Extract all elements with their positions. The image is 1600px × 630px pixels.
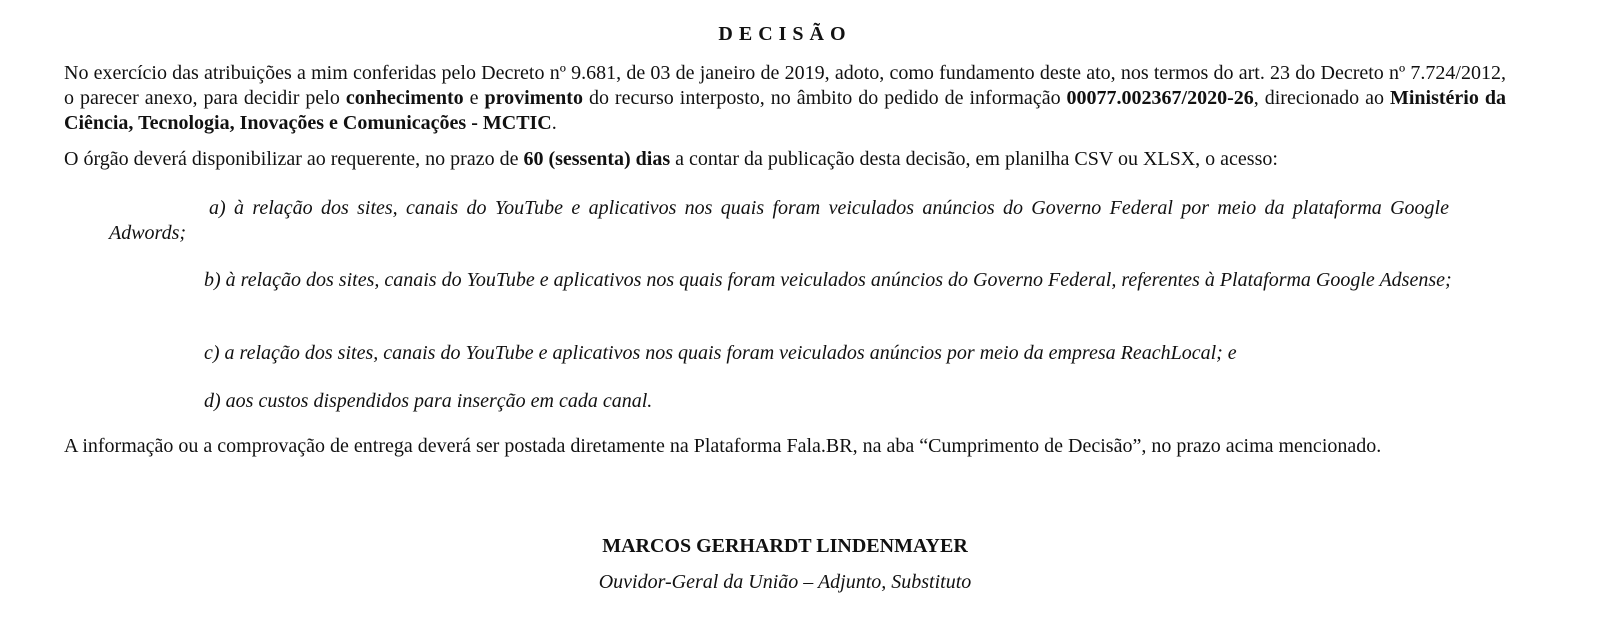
decision-paragraph xyxy=(64,61,1506,136)
bold-term-provimento: provimento xyxy=(484,87,583,109)
bold-term-conhecimento: conhecimento xyxy=(345,87,464,109)
deadline-paragraph xyxy=(64,147,1506,172)
ministry-name: Ministério da Ciência, Tecnologia, Inovações e Comunicações - MCTIC xyxy=(64,87,1506,134)
paragraph-text: do recurso interposto, no âmbito do pedido de informação xyxy=(582,87,1067,109)
paragraph-text: No exercício das atribuições a mim conferidas pelo Decreto nº 9.681, de 03 de janeiro de 2019, adoto, como fundamento deste ato, nos termos do art. 23 do Decreto nº 7.724/2012, o parecer anexo, para decidir pelo xyxy=(64,62,1506,109)
paragraph-text: O órgão deverá disponibilizar ao requerente, no prazo de xyxy=(64,148,524,170)
signatory-role: Ouvidor-Geral da União – Adjunto, Substituto xyxy=(598,571,972,593)
deadline-term: 60 (sessenta) dias xyxy=(523,148,671,170)
paragraph-text: a contar da publicação desta decisão, em planilha CSV ou XLSX, o acesso: xyxy=(670,148,1278,170)
paragraph-text: , direcionado ao xyxy=(1253,87,1390,109)
decision-document xyxy=(64,0,1506,630)
list-item-c: c) a relação dos sites, canais do YouTube e aplicativos nos quais foram veiculados anúncios por meio da empresa ReachLocal; e xyxy=(204,342,1237,364)
list-item-b: b) à relação dos sites, canais do YouTube e aplicativos nos quais foram veiculados anúncios do Governo Federal, referentes à Plataforma Google Adsense; xyxy=(204,269,1452,291)
paragraph-text: . xyxy=(551,112,557,134)
submission-paragraph: A informação ou a comprovação de entrega deverá ser postada diretamente na Plataforma Fala.BR, na aba “Cumprimento de Decisão”, no prazo acima mencionado. xyxy=(64,435,1382,457)
list-item-d: d) aos custos dispendidos para inserção em cada canal. xyxy=(204,390,653,412)
list-item-a: a) à relação dos sites, canais do YouTube e aplicativos nos quais foram veiculados anúncios do Governo Federal por meio da plataforma Google Adwords; xyxy=(109,197,1449,244)
signatory-name: MARCOS GERHARDT LINDENMAYER xyxy=(602,535,968,557)
document-title: DECISÃO xyxy=(718,23,852,45)
request-number: 00077.002367/2020-26 xyxy=(1066,87,1254,109)
paragraph-text: e xyxy=(463,87,485,109)
